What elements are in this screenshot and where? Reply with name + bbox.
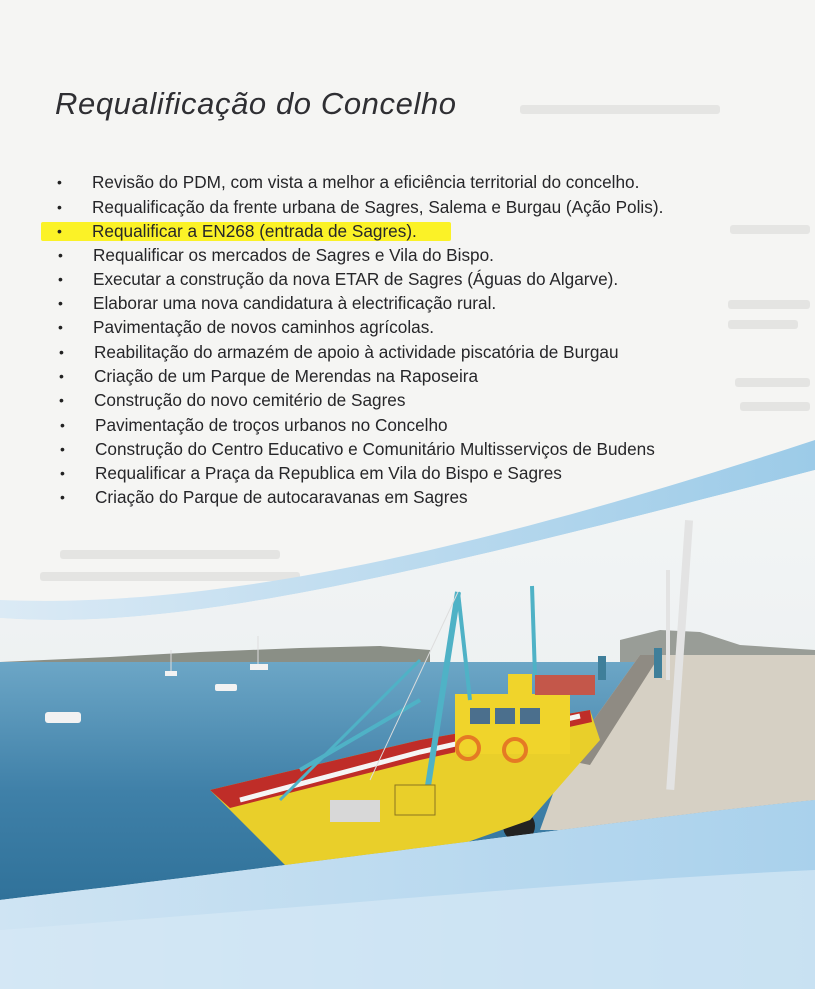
- list-item-text: Construção do Centro Educativo e Comunitário Multisserviços de Budens: [95, 439, 655, 459]
- bullet-icon: •: [58, 247, 63, 263]
- bullet-icon: •: [57, 223, 62, 239]
- bullet-icon: •: [60, 441, 65, 457]
- list-item-text: Pavimentação de troços urbanos no Concelho: [95, 415, 448, 435]
- list-item-text: Requalificar os mercados de Sagres e Vila do Bispo.: [93, 245, 494, 265]
- list-item-text: Reabilitação do armazém de apoio à actividade piscatória de Burgau: [94, 342, 619, 362]
- list-item-text: Elaborar uma nova candidatura à electrificação rural.: [93, 293, 497, 313]
- bullet-icon: •: [59, 368, 64, 384]
- bullet-icon: •: [60, 417, 65, 433]
- bullet-icon: •: [59, 392, 64, 408]
- list-item-text: Requalificação da frente urbana de Sagres, Salema e Burgau (Ação Polis).: [92, 197, 664, 217]
- list-item-text: Criação de um Parque de Merendas na Raposeira: [94, 366, 479, 386]
- list-item-text: Revisão do PDM, com vista a melhor a eficiência territorial do concelho.: [92, 172, 640, 192]
- bullet-icon: •: [58, 271, 63, 287]
- bullet-icon: •: [57, 199, 62, 215]
- bullet-icon: •: [58, 295, 63, 311]
- bullet-icon: •: [59, 344, 64, 360]
- page-title: Requalificação do Concelho: [55, 86, 457, 121]
- bullet-icon: •: [60, 465, 65, 481]
- list-item-text: Executar a construção da nova ETAR de Sagres (Águas do Algarve).: [93, 269, 619, 289]
- list-item-text: Requalificar a EN268 (entrada de Sagres).: [92, 221, 417, 241]
- list-item-text: Requalificar a Praça da Republica em Vila do Bispo e Sagres: [95, 463, 562, 483]
- bullet-icon: •: [57, 174, 62, 190]
- bullet-icon: •: [58, 319, 63, 335]
- bullet-icon: •: [60, 489, 65, 505]
- list-item-text: Criação do Parque de autocaravanas em Sagres: [95, 487, 468, 507]
- list-item-text: Pavimentação de novos caminhos agrícolas.: [93, 317, 435, 337]
- list-item-text: Construção do novo cemitério de Sagres: [94, 390, 406, 410]
